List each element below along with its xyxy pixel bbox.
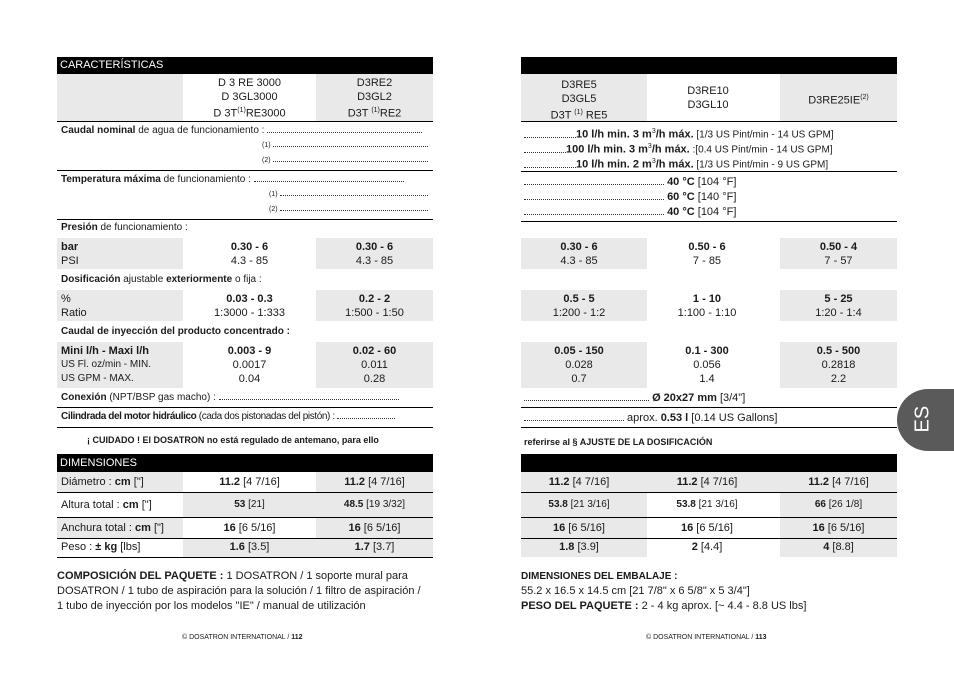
usfl-label: US Fl. oz/min - MIN. [61, 359, 152, 370]
value: 0.30 - 6 [560, 241, 598, 253]
caudal-inyeccion-label: Caudal de inyección del producto concentrado : [61, 326, 290, 337]
value: 5 - 25 [824, 293, 853, 305]
value: 1:100 - 1:10 [677, 307, 737, 319]
peso-col1: 1.6 [3.5] [183, 539, 316, 557]
divider [521, 427, 897, 428]
iny-col2 [647, 342, 780, 388]
model-label: D3GL10 [687, 99, 729, 111]
cilindrada-value: aprox. 0.53 l [0.14 US Gallons] [524, 411, 778, 425]
anchura-col2: 16 [6 5/16] [316, 518, 433, 538]
diametro-col3: 11.2 [4 7/16] [780, 472, 897, 492]
bar-label: bar [61, 241, 79, 253]
value: 0.05 - 150 [554, 345, 604, 357]
temp-line-1: 40 °C [104 °F] [524, 175, 736, 189]
header-col2 [316, 74, 433, 121]
dimensiones-header: DIMENSIONES [57, 454, 433, 472]
iny-col3 [780, 342, 897, 388]
value: 0.28 [363, 373, 386, 385]
embalaje-value: 55.2 x 16.5 x 14.5 cm [21 7/8" x 6 5/8" x 5 3/4"] [521, 585, 750, 597]
dosif-col1 [521, 290, 647, 321]
value: 1:3000 - 1:333 [214, 307, 285, 319]
anchura-col1: 16 [6 5/16] [223, 522, 276, 534]
caudal-line-1: 10 l/h min. 3 $m^3/h$ máx. [1/3 US Pint/min - 14 US GPM] [524, 125, 834, 143]
referirse-note: referirse al § AJUSTE DE LA DOSIFICACIÓN [524, 437, 713, 447]
value: 1:500 - 1:50 [345, 307, 404, 319]
value: 0.5 - 5 [563, 293, 595, 305]
value: 0.056 [693, 359, 721, 371]
model-label: D3T $^{(1)}$ RE5 [550, 109, 608, 122]
altura-col2: 53.8 [21 3/16] [676, 499, 738, 510]
value: 0.04 [238, 373, 261, 385]
anchura-col3: 16 [6 5/16] [780, 518, 897, 538]
anchura-col1: 16 [6 5/16] [521, 518, 647, 538]
value: 4.3 - 85 [355, 255, 394, 267]
divider [57, 219, 433, 220]
presion-col3 [780, 238, 897, 269]
altura-col1: 53.8 [21 3/16] [521, 493, 647, 517]
model-label: D3RE25IE$^{(2)}$ [808, 94, 869, 107]
value: 4.3 - 85 [230, 255, 269, 267]
value: 0.0017 [232, 359, 267, 371]
diametro-label-cell [57, 472, 183, 492]
iny-units [57, 342, 183, 388]
value: 0.50 - 4 [819, 241, 858, 253]
presion-col1 [183, 238, 316, 269]
dosif-col3 [780, 290, 897, 321]
value: 0.30 - 6 [355, 241, 394, 253]
iny-col2 [316, 342, 433, 388]
diametro-col1: 11.2 [4 7/16] [521, 472, 647, 492]
language-tab-label: ES [911, 405, 934, 433]
peso-label-cell [57, 539, 183, 557]
temp-line-3: 40 °C [104 °F] [524, 205, 736, 219]
model-label: D 3 RE 3000 [218, 77, 281, 89]
peso-col3: 4 [8.8] [780, 539, 897, 557]
header-col1 [521, 74, 647, 121]
altura-col3: 66 [26 1/8] [780, 493, 897, 517]
dosificacion-label: Dosificación ajustable exteriormente o fija : [61, 274, 262, 285]
altura-col1: 53 [21] [183, 493, 316, 517]
dosif-col2 [316, 290, 433, 321]
value: 1 - 10 [692, 293, 722, 305]
header-col1 [183, 74, 316, 121]
dimensiones-right-bar [521, 454, 897, 472]
model-label: D3RE2 [356, 77, 393, 89]
anchura-label: Anchura total : cm ["] [61, 522, 164, 534]
value: 0.30 - 6 [230, 241, 269, 253]
divider [57, 427, 433, 428]
usgpm-label: US GPM - MAX. [61, 373, 134, 384]
value: 0.2818 [821, 359, 856, 371]
model-label: D3T $^{(1)}$RE2 [347, 107, 402, 120]
presion-col2 [647, 238, 780, 269]
divider [521, 121, 897, 122]
header-col2 [647, 74, 780, 121]
peso-label: Peso : ± kg [lbs] [61, 541, 141, 553]
value: 2.2 [830, 373, 847, 385]
peso-col1: 1.8 [3.9] [521, 539, 647, 557]
language-tab [897, 389, 954, 451]
anchura-label-cell [57, 518, 183, 538]
value: 0.028 [565, 359, 593, 371]
cilindrada-label: Cilindrada del motor hidráulico (cada dos pistonadas del pistón) : [61, 410, 395, 424]
model-label: D $3T^{(1)}RE3000$ [213, 107, 286, 120]
conexion-label: Conexión (NPT/BSP gas macho) : [61, 391, 399, 405]
caracteristicas-header: CARACTERÍSTICAS [57, 57, 433, 74]
divider [57, 121, 433, 122]
peso-col2: 1.7 [3.7] [316, 539, 433, 557]
value: 0.03 - 0.3 [226, 293, 273, 305]
divider [57, 407, 433, 408]
anchura-col2: 16 [6 5/16] [680, 522, 733, 534]
divider [57, 557, 433, 558]
peso-col2: 2 [4.4] [691, 541, 723, 553]
value: 0.50 - 6 [688, 241, 726, 253]
presion-col1 [521, 238, 647, 269]
model-label: D 3GL3000 [221, 91, 278, 103]
mini-maxi-label: Mini l/h - Maxi l/h [61, 345, 149, 357]
model-label: D3GL2 [357, 91, 392, 103]
conexion-value: Ø 20x27 mm [3/4"] [524, 391, 745, 405]
right-header-bar [521, 57, 897, 74]
value: 0.02 - 60 [352, 345, 397, 357]
caudal-nominal-label: Caudal nominal de agua de funcionamiento : [61, 124, 422, 138]
divider [521, 407, 897, 408]
divider [521, 221, 897, 222]
cuidado-warning: ¡ CUIDADO ! El DOSATRON no está regulado de antemano, para ello [87, 435, 379, 445]
footer-left: © DOSATRON INTERNATIONAL / 112 [182, 634, 303, 641]
footer-right: © DOSATRON INTERNATIONAL / 113 [646, 634, 767, 641]
model-label: D3RE10 [687, 85, 729, 97]
value: 0.5 - 500 [816, 345, 861, 357]
temp-sup2: (2) [269, 203, 428, 217]
temp-sup1: (1) [269, 188, 428, 202]
dosif-col1 [183, 290, 316, 321]
percent-label: % [61, 293, 71, 305]
iny-col1 [521, 342, 647, 388]
composicion-line3: 1 tubo de inyección por los modelos "IE" / manual de utilización [57, 600, 366, 612]
caudal-sup2: (2) [262, 154, 428, 168]
composicion-line2: DOSATRON / 1 tubo de aspiración para la solución / 1 filtro de aspiración / [57, 585, 421, 597]
composicion-line1: COMPOSICIÓN DEL PAQUETE : 1 DOSATRON / 1 soporte mural para [57, 570, 408, 582]
value: 0.1 - 300 [685, 345, 729, 357]
altura-label: Altura total : cm ["] [61, 499, 152, 511]
diametro-col2: 11.2 [4 7/16] [316, 472, 433, 492]
value: 0.2 - 2 [358, 293, 391, 305]
value: 0.011 [361, 359, 388, 371]
caudal-line-2: 100 l/h min. 3 $m^3/h$ máx. :[0.4 US Pint/min - 14 US GPM] [524, 140, 833, 158]
diametro-label: Diámetro : cm ["] [61, 476, 144, 488]
model-label: D3RE5 [561, 79, 597, 91]
value: 7 - 57 [824, 255, 853, 267]
diametro-col2: 11.2 [4 7/16] [647, 472, 780, 492]
divider [57, 170, 433, 171]
value: 0.7 [571, 373, 587, 385]
value: 7 - 85 [692, 255, 722, 267]
peso-paquete: PESO DEL PAQUETE : 2 - 4 kg aprox. [~ 4.4 - 8.8 US lbs] [521, 600, 807, 612]
psi-label: PSI [61, 255, 79, 267]
ratio-label: Ratio [61, 307, 87, 319]
iny-col1 [183, 342, 316, 388]
value: 1:200 - 1:2 [552, 307, 606, 319]
value: 0.003 - 9 [227, 345, 272, 357]
caudal-sup1: (1) [262, 139, 428, 153]
value: 1.4 [699, 373, 715, 385]
value: 1:20 - 1:4 [815, 307, 862, 319]
divider [521, 171, 897, 172]
temperatura-label: Temperatura máxima de funcionamiento : [61, 173, 404, 187]
dosif-units [57, 290, 183, 321]
presion-label: Presión de funcionamiento : [61, 222, 188, 233]
value: 4.3 - 85 [560, 255, 598, 267]
altura-col2: 48.5 [19 3/32] [316, 493, 433, 517]
header-col3 [780, 74, 897, 121]
embalaje-title: DIMENSIONES DEL EMBALAJE : [521, 571, 678, 582]
diametro-col1: 11.2 [4 7/16] [219, 476, 280, 488]
temp-line-2: 60 °C [140 °F] [524, 190, 736, 204]
caudal-line-3: 10 l/h min. 2 $m^3/h$ máx. [1/3 US Pint/min - 9 US GPM] [524, 155, 828, 173]
altura-label-cell [57, 493, 183, 517]
header-blank-cell [57, 74, 183, 121]
presion-units [57, 238, 183, 269]
presion-col2 [316, 238, 433, 269]
dosif-col2 [647, 290, 780, 321]
model-label: D3GL5 [561, 93, 597, 105]
